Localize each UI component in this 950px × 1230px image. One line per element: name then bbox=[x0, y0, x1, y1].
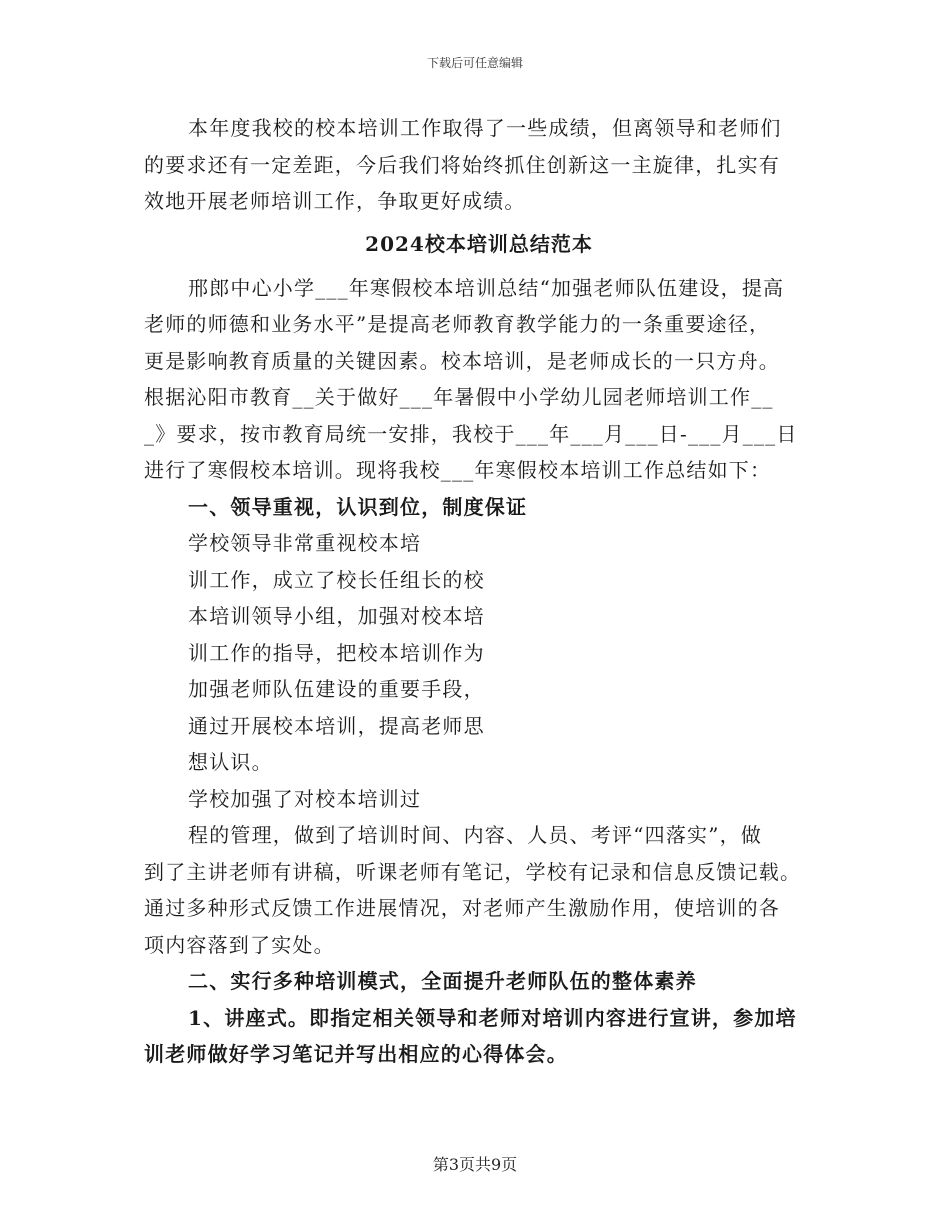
section-heading-2: 二、实行多种培训模式，全面提升老师队伍的整体素养 bbox=[188, 969, 697, 993]
paragraph-1 bbox=[144, 270, 814, 489]
text-line: 老师的师德和业务水平”是提高老师教育教学能力的一条重要途径， bbox=[144, 312, 771, 336]
text-line: 通过开展校本培训，提高老师思 bbox=[188, 713, 485, 738]
text-line: 想认识。 bbox=[188, 750, 273, 774]
section-1-wide bbox=[144, 817, 814, 963]
intro-paragraph bbox=[144, 110, 814, 220]
text-line: 学校加强了对校本培训过 bbox=[188, 786, 422, 811]
text-line: 学校领导非常重视校本培 bbox=[188, 531, 422, 555]
text-line: 训工作，成立了校长任组长的校 bbox=[188, 567, 485, 592]
text-line: 通过多种形式反馈工作进展情况，对老师产生激励作用，使培训的各 bbox=[144, 896, 780, 920]
text-line: 程的管理，做到了培训时间、内容、人员、考评“四落实”，做 bbox=[188, 823, 763, 847]
text-line: 加强老师队伍建设的重要手段， bbox=[188, 677, 485, 701]
text-line: 邢郎中心小学___年寒假校本培训总结“加强老师队伍建设，提高 bbox=[188, 275, 785, 300]
header-note: 下载后可任意编辑 bbox=[426, 56, 523, 70]
text-line: 效地开展老师培训工作，争取更好成绩。 bbox=[144, 189, 526, 213]
text-line: 项内容落到了实处。 bbox=[144, 932, 335, 957]
page-number: 第3页共9页 bbox=[432, 1155, 518, 1174]
text-line: 更是影响教育质量的关键因素。校本培训，是老师成长的一只方舟。 bbox=[144, 348, 780, 373]
text-line: 训工作的指导，把校本培训作为 bbox=[188, 640, 485, 665]
text-line: _》要求，按市教育局统一安排，我校于___年___月___日-___月___日 bbox=[144, 421, 798, 446]
item-1 bbox=[144, 1000, 814, 1073]
text-line: 本年度我校的校本培训工作取得了一些成绩，但离领导和老师们 bbox=[188, 116, 782, 140]
text-line: 进行了寒假校本培训。现将我校___年寒假校本培训工作总结如下： bbox=[144, 458, 772, 482]
text-line: 训老师做好学习笔记并写出相应的心得体会。 bbox=[144, 1042, 568, 1066]
text-line: 到了主讲老师有讲稿，听课老师有笔记，学校有记录和信息反馈记载。 bbox=[144, 859, 802, 884]
text-line: 的要求还有一定差距，今后我们将始终抓住创新这一主旋律，扎实有 bbox=[144, 152, 780, 177]
text-line: 根据沁阳市教育__关于做好___年暑假中小学幼儿园老师培训工作__ bbox=[144, 385, 774, 409]
section-heading-1: 一、领导重视，认识到位，制度保证 bbox=[188, 494, 528, 519]
text-line: 本培训领导小组，加强对校本培 bbox=[188, 604, 485, 628]
section-1-narrow bbox=[144, 525, 814, 817]
text-line: 1、讲座式。即指定相关领导和老师对培训内容进行宣讲，参加培 bbox=[188, 1005, 797, 1030]
document-body bbox=[144, 110, 814, 1073]
document-title: 2024校本培训总结范本 bbox=[365, 231, 593, 256]
